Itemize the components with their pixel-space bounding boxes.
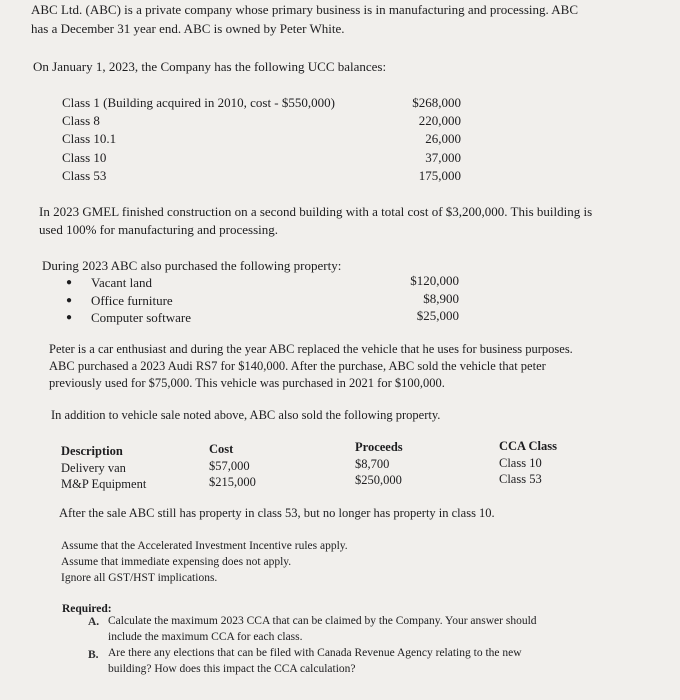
ucc-value-class-10-1: 26,000 [425,131,461,146]
purchase-label-office-furniture: Office furniture [91,293,173,308]
required-b-label: B. [88,649,99,661]
required-b-line-1: Are there any elections that can be filed with Canada Revenue Agency relating to the new [108,647,522,659]
purchase-value-computer-software: $25,000 [416,308,459,323]
bullet-icon: ● [66,312,73,323]
assumption-line-1: Assume that the Accelerated Investment Incentive rules apply. [61,540,348,552]
vehicle-line-1: Peter is a car enthusiast and during the year ABC replaced the vehicle that he uses for business purposes. [49,342,573,356]
after-sale-text: After the sale ABC still has property in class 53, but no longer has property in class 10. [59,506,495,520]
sales-row-1-cca-class: Class 10 [499,456,542,470]
sales-header-cca-class: CCA Class [499,439,557,453]
ucc-label-class-8: Class 8 [62,113,100,128]
sales-header-description: Description [61,444,123,458]
purchase-value-vacant-land: $120,000 [410,273,459,288]
sales-row-2-cost: $215,000 [209,475,256,489]
required-a-line-1: Calculate the maximum 2023 CCA that can be claimed by the Company. Your answer should [108,615,537,627]
ucc-value-class-10: 37,000 [425,150,461,165]
ucc-value-class-53: 175,000 [418,168,461,183]
sales-heading: In addition to vehicle sale noted above, ABC also sold the following property. [51,408,441,422]
ucc-label-class-10-1: Class 10.1 [62,131,117,146]
sales-row-2-proceeds: $250,000 [355,473,402,487]
purchase-value-office-furniture: $8,900 [423,291,459,306]
ucc-label-class-53: Class 53 [62,168,107,183]
assumption-line-3: Ignore all GST/HST implications. [61,572,218,584]
required-a-line-2: include the maximum CCA for each class. [108,631,303,643]
sales-row-1-proceeds: $8,700 [355,457,390,471]
bullet-icon: ● [66,295,73,306]
ucc-heading: On January 1, 2023, the Company has the following UCC balances: [33,59,387,74]
required-a-label: A. [88,616,100,628]
vehicle-line-3: previously used for $75,000. This vehicle was purchased in 2021 for $100,000. [49,376,445,390]
sales-header-cost: Cost [209,442,234,456]
ucc-label-class-10: Class 10 [62,150,107,165]
required-b-line-2: building? How does this impact the CCA calculation? [108,663,356,675]
gmel-line-2: used 100% for manufacturing and processing. [39,222,278,237]
sales-row-2-description: M&P Equipment [61,477,147,491]
required-heading: Required: [62,603,112,615]
bullet-icon: ● [66,277,73,288]
vehicle-line-2: ABC purchased a 2023 Audi RS7 for $140,000. After the purchase, ABC sold the vehicle that peter [49,359,546,373]
intro-line-2: has a December 31 year end. ABC is owned by Peter White. [31,21,345,36]
purchase-label-vacant-land: Vacant land [91,275,153,290]
purchase-label-computer-software: Computer software [91,310,192,325]
assumption-line-2: Assume that immediate expensing does not apply. [61,556,292,568]
sales-header-proceeds: Proceeds [355,440,403,454]
sales-row-1-description: Delivery van [61,461,126,475]
intro-line-1: ABC Ltd. (ABC) is a private company whose primary business is in manufacturing and processing. ABC [31,2,579,17]
ucc-value-class-1: $268,000 [412,95,461,110]
ucc-label-class-1: Class 1 (Building acquired in 2010, cost - $550,000) [62,95,335,110]
purchases-heading: During 2023 ABC also purchased the following property: [42,258,342,273]
sales-row-2-cca-class: Class 53 [499,472,542,486]
gmel-line-1: In 2023 GMEL finished construction on a second building with a total cost of $3,200,000. This building is [39,204,593,219]
ucc-value-class-8: 220,000 [418,113,461,128]
sales-row-1-cost: $57,000 [209,459,250,473]
